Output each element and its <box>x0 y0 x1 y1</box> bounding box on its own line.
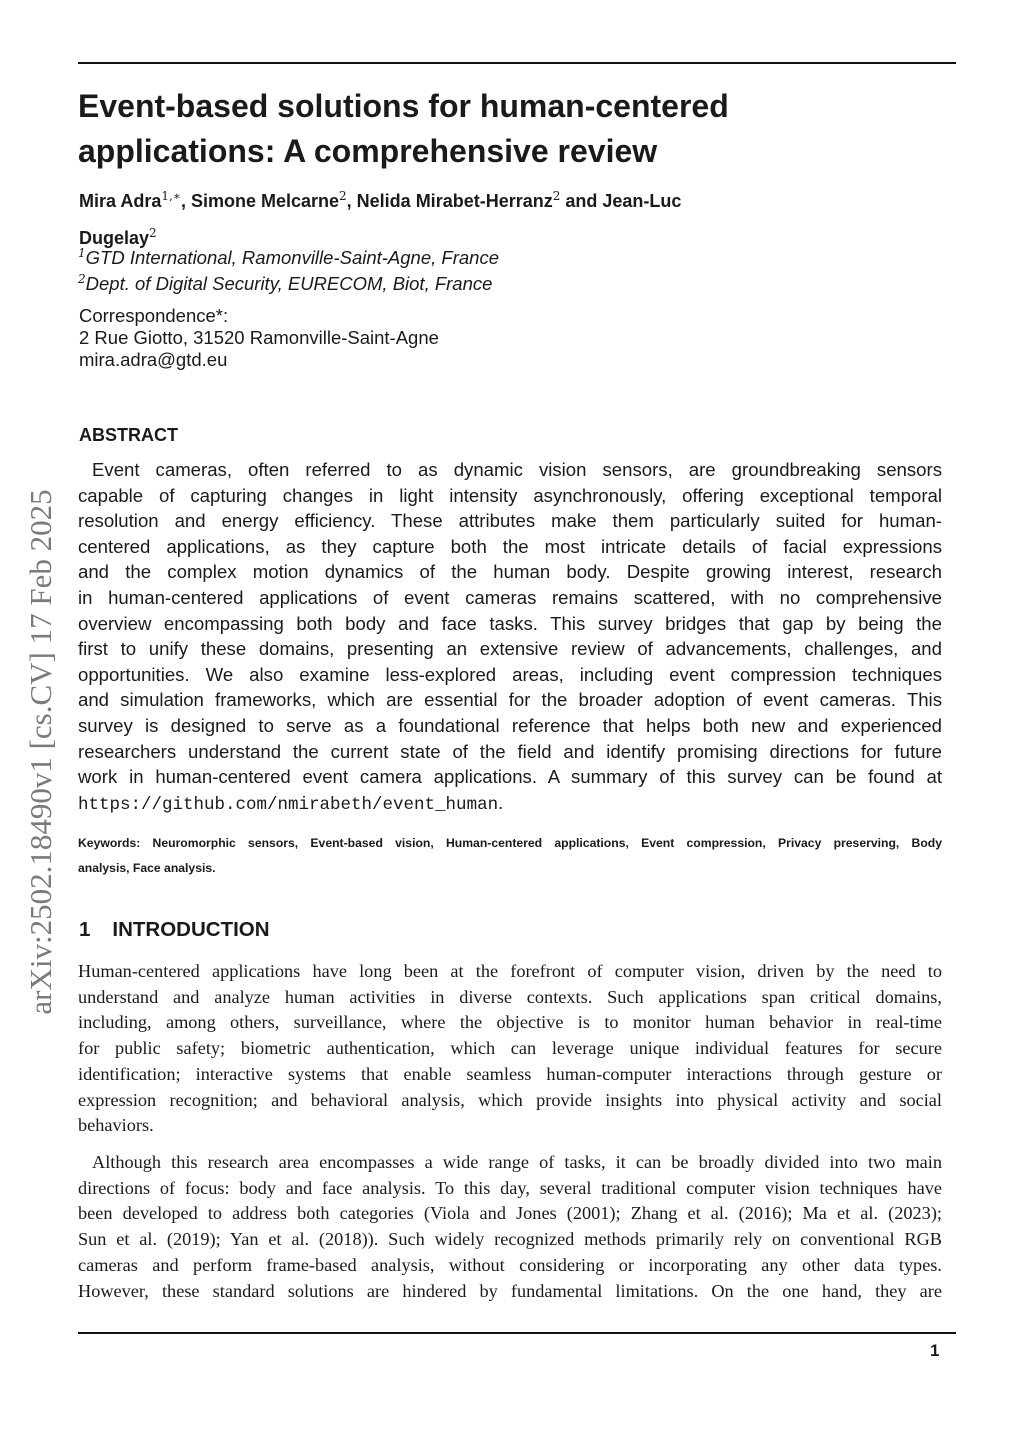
author-sup: 2 <box>339 189 347 203</box>
correspondence <box>79 305 439 371</box>
author-sup: 1,∗ <box>161 189 181 203</box>
title-line: Event-based solutions for human-centered <box>78 88 729 124</box>
title-line: applications: A comprehensive review <box>78 133 658 169</box>
text-line: been developed to address both categories (Viola and Jones (2001); Zhang et al. (2016); Ma et al. (2023); <box>78 1203 942 1224</box>
bottom-rule <box>78 1332 956 1334</box>
text-line: identification; interactive systems that enable seamless human-computer interactions through gesture or <box>78 1063 942 1084</box>
text-line: centered applications, as they capture both the most intricate details of facial expressions <box>78 535 942 557</box>
abstract-heading: ABSTRACT <box>79 425 178 445</box>
text-line: directions of focus: body and face analysis. To this day, several traditional computer vision techniques have <box>78 1177 942 1198</box>
author-name: and Jean-Luc <box>560 191 682 211</box>
text-line: capable of capturing changes in light intensity asynchronously, offering exceptional temporal <box>78 484 942 506</box>
text-line: Event cameras, often referred to as dynamic vision sensors, are groundbreaking sensors <box>92 459 942 480</box>
text-line: However, these standard solutions are hindered by fundamental limitations. On the one hand, they are <box>78 1280 942 1301</box>
text-line: researchers understand the current state of the field and identify promising directions for future <box>78 740 942 762</box>
text-line: resolution and energy efficiency. These attributes make them particularly suited for human- <box>78 510 942 532</box>
arxiv-stamp: arXiv:2502.18490v1 [cs.CV] 17 Feb 2025 <box>23 489 58 1015</box>
author-name: , Simone Melcarne <box>180 191 340 211</box>
text-line: expression recognition; and behavioral analysis, which provide insights into physical activity and social <box>78 1089 942 1110</box>
text-line: analysis, Face analysis. <box>78 861 216 875</box>
affiliation <box>78 246 499 269</box>
abstract-url-line <box>78 792 942 815</box>
section-title: INTRODUCTION <box>112 918 270 941</box>
url-suffix: . <box>498 791 504 813</box>
affiliation <box>78 272 492 295</box>
author-sup: 2 <box>552 189 561 203</box>
author-name: Mira Adra <box>79 191 162 211</box>
text-line: Human-centered applications have long been at the forefront of computer vision, driven by the need to <box>78 961 942 981</box>
text-line: for public safety; biometric authentication, which can leverage unique individual features for secure <box>78 1038 942 1059</box>
affiliation-text: GTD International, Ramonville-Saint-Agne, France <box>85 247 499 269</box>
affiliation-sup: 1 <box>78 246 86 260</box>
text-line: understand and analyze human activities in diverse contexts. Such applications span critical domains, <box>78 986 942 1007</box>
correspondence-label: Correspondence*: <box>79 305 229 326</box>
text-line: Although this research area encompasses a wide range of tasks, it can be broadly divided into two main <box>92 1152 942 1172</box>
text-line: Sun et al. (2019); Yan et al. (2018)). Such widely recognized methods primarily rely on conventional RGB <box>78 1229 942 1250</box>
affiliation-sup: 2 <box>78 272 86 286</box>
text-line: cameras and perform frame-based analysis, without considering or incorporating any other data types. <box>78 1254 942 1275</box>
text-line: and simulation frameworks, which are essential for the broader adoption of event cameras. This <box>78 689 942 711</box>
text-line: behaviors. <box>78 1115 154 1136</box>
top-rule <box>78 62 956 64</box>
page-number: 1 <box>930 1341 940 1360</box>
paper-title <box>78 84 898 174</box>
author-list <box>79 180 839 254</box>
github-link[interactable]: https://github.com/nmirabeth/event_human <box>78 794 499 815</box>
text-line: overview encompassing both body and face tasks. This survey bridges that gap by being the <box>78 612 942 634</box>
text-line: survey is designed to serve as a foundational reference that helps both new and experienced <box>78 715 942 736</box>
text-line: and the complex motion dynamics of the human body. Despite growing interest, research <box>78 561 942 583</box>
author-line <box>79 180 839 217</box>
text-line: work in human-centered event camera applications. A summary of this survey can be found at <box>78 766 942 788</box>
affiliation-text: Dept. of Digital Security, EURECOM, Biot, France <box>85 273 493 295</box>
text-line: including, among others, surveillance, where the objective is to monitor human behavior in real-time <box>78 1012 942 1033</box>
text-line: first to unify these domains, presenting an extensive review of advancements, challenges, and <box>78 638 942 660</box>
correspondence-email[interactable]: mira.adra@gtd.eu <box>79 349 228 370</box>
author-sup: 2 <box>149 226 157 240</box>
text-line: Keywords: Neuromorphic sensors, Event-based vision, Human-centered applications, Event compression, Privacy preserving, Body <box>78 836 942 850</box>
text-line: in human-centered applications of event cameras remains scattered, with no comprehensive <box>78 587 942 608</box>
text-line: opportunities. We also examine less-explored areas, including event compression techniques <box>78 663 942 685</box>
author-name: , Nelida Mirabet-Herranz <box>346 191 553 211</box>
author-name: Dugelay <box>79 228 150 248</box>
section-heading-introduction <box>79 918 292 942</box>
correspondence-address: 2 Rue Giotto, 31520 Ramonville-Saint-Agne <box>79 327 439 348</box>
section-number: 1 <box>79 918 91 941</box>
